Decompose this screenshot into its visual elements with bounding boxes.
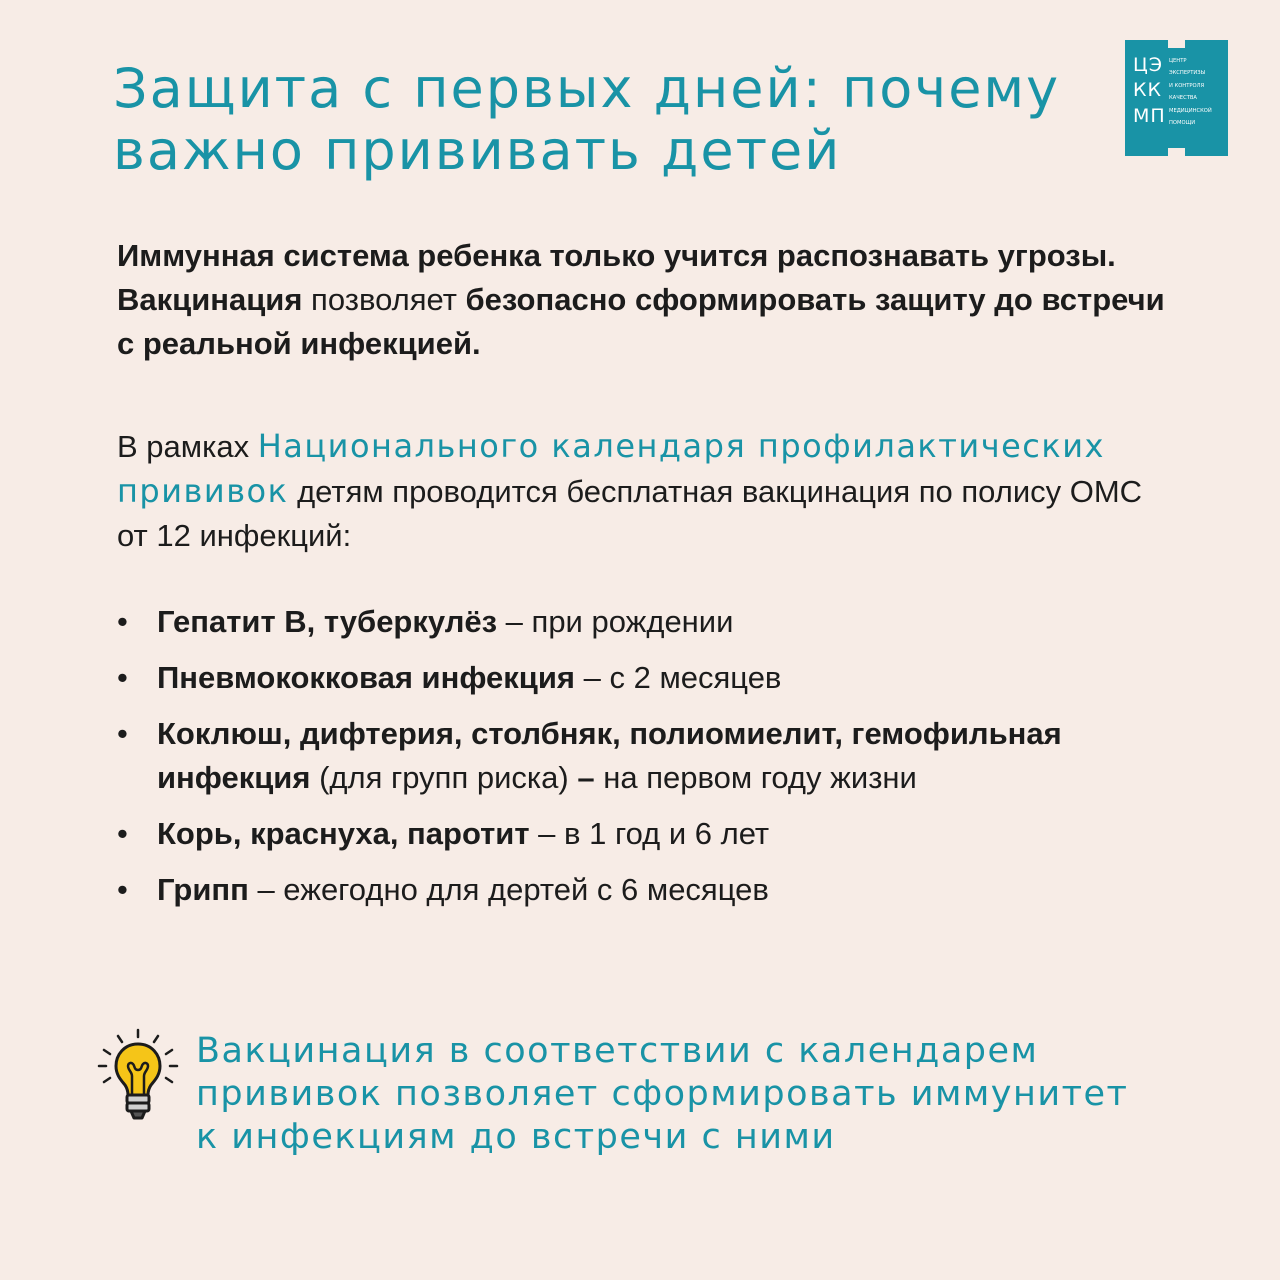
list-item [117, 868, 1177, 912]
list-item [117, 712, 1177, 800]
intro-paragraph [117, 234, 1177, 366]
list-item-dash: – [577, 760, 595, 795]
logo-caption-6: ПОМОЩИ [1169, 120, 1196, 126]
list-item-text: – ежегодно для дертей с 6 месяцев [248, 872, 769, 907]
intro-bold-2: безопасно сформировать защиту до встречи с реальной инфекцией. [117, 282, 1165, 361]
list-item-text: (для групп риска) [310, 760, 578, 795]
list-item-text: – с 2 месяцев [575, 660, 782, 695]
logo-letters-3: МП [1133, 105, 1166, 127]
list-item [117, 656, 1177, 700]
ceckmp-logo [1125, 40, 1228, 156]
tip-callout [196, 1030, 1196, 1159]
bullet: • [117, 660, 128, 695]
list-item-text: – в 1 год и 6 лет [529, 816, 770, 851]
logo-caption-1: ЦЕНТР [1169, 58, 1187, 64]
list-item-text-2: на первом году жизни [594, 760, 917, 795]
lightbulb-icon [96, 1028, 180, 1128]
intro-regular: позволяет [302, 282, 466, 317]
tip-line-2: прививок позволяет сформировать иммунитет [196, 1074, 1129, 1114]
bullet: • [117, 716, 128, 751]
list-item-bold: Коклюш, дифтерия, столбняк, полиомиелит, гемофильная инфекция [157, 716, 1062, 795]
list-item-text: – при рождении [497, 604, 734, 639]
page-title-line-2: важно прививать детей [113, 119, 842, 182]
logo-caption-4: КАЧЕСТВА [1169, 95, 1197, 101]
tip-line-3: к инфекциям до встречи с ними [196, 1117, 836, 1157]
logo-caption-5: МЕДИЦИНСКОЙ [1169, 108, 1212, 114]
tip-line-1: Вакцинация в соответствии с календарем [196, 1031, 1039, 1071]
logo-letters-2: КК [1133, 79, 1162, 101]
calendar-paragraph [117, 424, 1177, 558]
bullet: • [117, 604, 128, 639]
intro-bold-1: Иммунная система ребенка только учится распознавать угрозы. Вакцинация [117, 238, 1116, 317]
page-title [113, 58, 1093, 182]
list-item-bold: Гепатит В, туберкулёз [157, 604, 498, 639]
bullet: • [117, 872, 128, 907]
logo-letters-1: ЦЭ [1133, 54, 1164, 76]
list-item-bold: Грипп [157, 872, 249, 907]
logo-caption-2: ЭКСПЕРТИЗЫ [1169, 70, 1206, 76]
calendar-suffix: детям проводится бесплатная вакцинация по полису ОМС от 12 инфекций: [117, 474, 1143, 553]
calendar-prefix: В рамках [117, 429, 258, 464]
page-title-line-1: Защита с первых дней: почему [113, 57, 1061, 120]
bullet: • [117, 816, 128, 851]
list-item [117, 600, 1177, 644]
calendar-highlight: Национального календаря профилактических прививок [117, 427, 1105, 510]
list-item [117, 812, 1177, 856]
list-item-bold: Пневмококковая инфекция [157, 660, 576, 695]
logo-caption-3: И КОНТРОЛЯ [1169, 83, 1205, 89]
list-item-bold: Корь, краснуха, паротит [157, 816, 530, 851]
vaccine-list [117, 600, 1177, 924]
